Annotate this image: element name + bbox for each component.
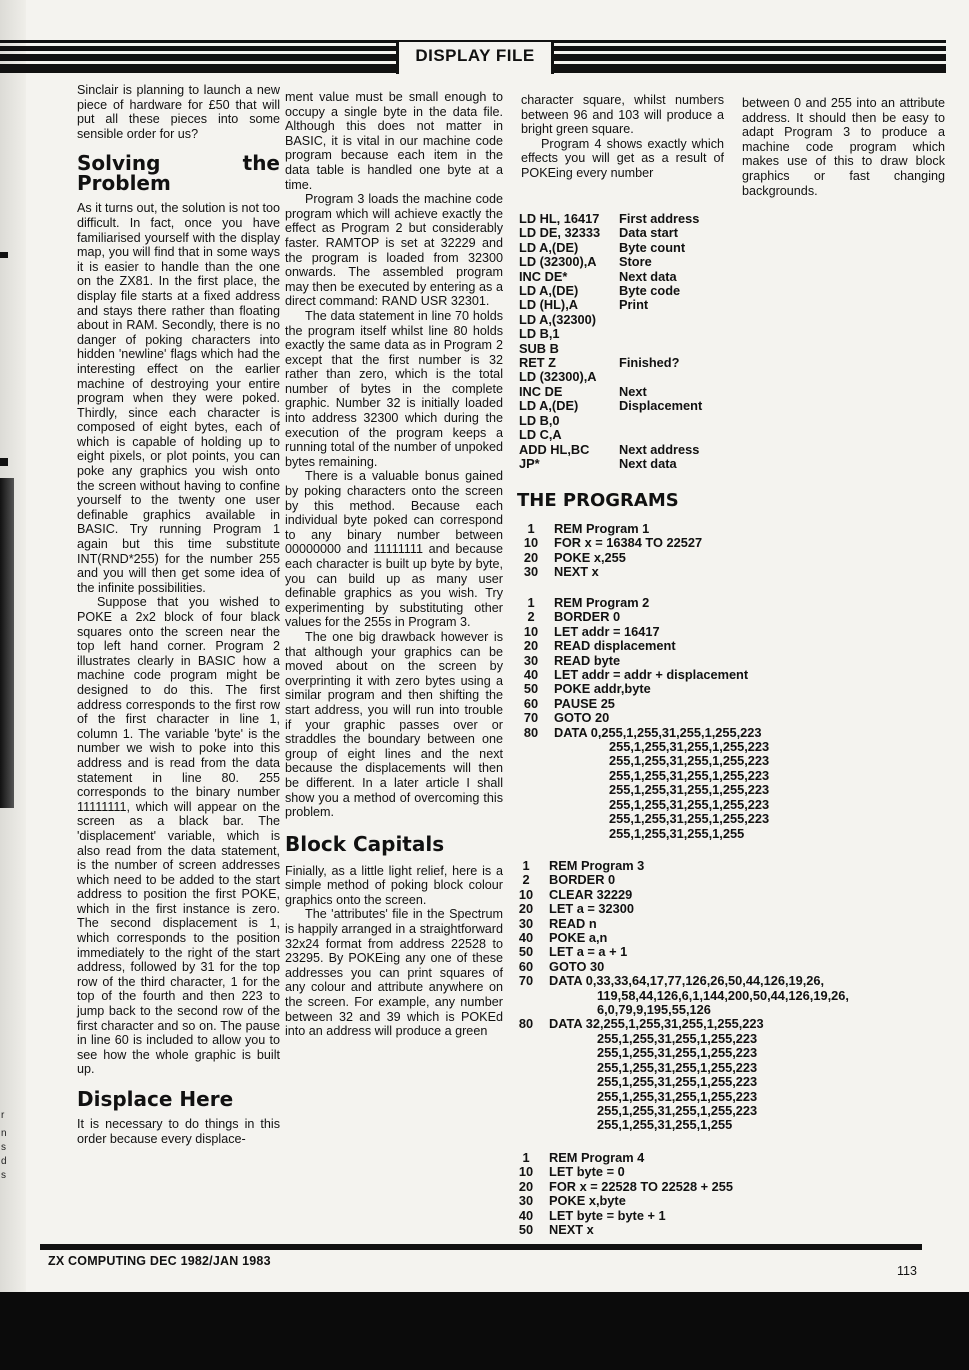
assembly-line: [519, 284, 739, 298]
body-paragraph: ment value must be small enough to occupy a single byte in the data file. Although this does not matter in BASIC, it is vital in our machine code program because each item in the data table is handled one byte at a time.: [285, 90, 503, 192]
assembly-line: [519, 414, 739, 428]
assembly-instruction: RET Z: [519, 355, 556, 371]
line-number: 20: [523, 549, 539, 565]
assembly-comment: Next data: [619, 268, 677, 284]
body-paragraph: between 0 and 255 into an attribute address. It should then be easy to adapt Program 3 to produce a machine code program which makes use of this to draw block graphics or fast changing backgrounds.: [742, 96, 945, 198]
statement: NEXT x: [554, 564, 599, 580]
statement: GOTO 20: [554, 710, 610, 726]
line-number: 2: [527, 609, 535, 625]
program-line: 255,1,255,31,255,1,255,223: [609, 796, 770, 812]
statement: LET a = 32300: [549, 901, 635, 917]
program-line: [514, 565, 934, 579]
statement: REM Program 2: [554, 595, 650, 610]
program-line: [509, 1223, 929, 1237]
line-number: 10: [518, 1164, 534, 1180]
program-line: 255,1,255,31,255,1,255,223: [597, 1030, 758, 1046]
line-number: 30: [523, 652, 539, 668]
statement: DATA 0,33,33,64,17,77,126,26,50,44,126,19,26,: [549, 973, 825, 989]
statement: REM Program 1: [554, 521, 650, 536]
assembly-instruction: LD C,A: [519, 427, 562, 443]
body-paragraph: Suppose that you wished to POKE a 2x2 block of four black squares onto the screen near the top left hand corner. Program 2 illustrates clearly in BASIC how a machine code program might be designed to do this. The first address corresponds to the first row of the first character in line 1, column 1. The variable 'byte' is the number we wish to poke into this address and is read from the data statement in line 80. 255 corresponds to the binary number 11111111, which will appear on the screen as a black bar. The 'displacement' variable, which is also read from the data statement, is the number of screen addresses which need to be added to the start address to position the first POKE, which in the first instance is zero. The second displacement is 1, which corresponds to the position immediately to the right of the start address, followed by 31 for the top row of the third character, 1 for the top of the fourth and then 223 to jump back to the second row of the first character and so on. The pause in line 60 is included to allow you to see how the whole graphic is built up.: [77, 595, 280, 1077]
intro-paragraph: Sinclair is planning to launch a new piece of hardware for £50 that will put all these pieces into some sensible order for us?: [77, 83, 280, 141]
program-3-listing: [509, 859, 959, 1133]
program-line: [514, 610, 934, 624]
margin-letter: s: [1, 1142, 6, 1153]
body-paragraph: There is a valuable bonus gained by poking characters onto the screen by this method. Because each individual byte poked can correspond to any binary number between 00000000 and 11111111 and because each character is built up byte by byte, you can build up as many user definable graphics as you wish. Try experimenting by substituting other values for the 255s in Program 3.: [285, 469, 503, 630]
program-line: 119,58,44,126,6,1,144,200,50,44,126,19,26,: [597, 987, 849, 1003]
assembly-line: [519, 428, 739, 442]
program-line: [514, 522, 934, 536]
page-title: DISPLAY FILE: [415, 46, 535, 65]
statement: PAUSE 25: [554, 695, 615, 711]
body-paragraph: It is necessary to do things in this order because every displace-: [77, 1117, 280, 1146]
program-line: 255,1,255,31,255,1,255,223: [597, 1045, 758, 1061]
program-line: [514, 596, 934, 610]
assembly-instruction: LD A,(DE): [519, 283, 579, 299]
body-paragraph: As it turns out, the solution is not too difficult. In fact, once you have familiarised yourself with the display map, you will find that in some ways it is easier to handle than the one on the ZX81. In the first place, the display file starts at a fixed address and stays there rather than floating about in RAM. Secondly, there is no danger of poking characters into hidden 'newline' flags which had the interesting effect on the earlier machine of destroying your entire program when they were poked. Thirdly, since each character is composed of eight bytes, each of which is capable of holding up to eight pixels, or plot points, you can poke any graphics you wish onto the screen without having to confine yourself to the twenty one user definable graphics available in BASIC. Try running Program 1 again but this time substitute INT(RND*255) for the number 255 and you will then get some idea of the infinite possibilities.: [77, 201, 281, 595]
assembly-instruction: LD HL, 16417: [519, 211, 600, 226]
body-paragraph: The data statement in line 70 holds the program itself whilst line 80 holds exactly the same data as in Program 2 except that the first number is 32 rather than zero, which is the total number of bytes in the complete graphic. Number 32 is initially loaded into address 32300 which during the execution of the program keeps a running total of the number of unpoked bytes remaining.: [285, 308, 503, 469]
program-line: [514, 726, 934, 740]
line-number: 60: [518, 958, 534, 974]
column-1: [77, 83, 280, 1146]
assembly-line: [519, 457, 739, 471]
assembly-comment: Data start: [619, 225, 679, 241]
program-2-listing: [514, 596, 934, 841]
statement: POKE a,n: [549, 930, 608, 946]
assembly-instruction: LD (32300),A: [519, 254, 597, 270]
assembly-line: [519, 255, 739, 269]
assembly-comment: Next address: [619, 441, 700, 457]
assembly-line: [519, 313, 739, 327]
line-number: 2: [522, 872, 530, 888]
line-number: 1: [527, 521, 535, 536]
body-paragraph: The 'attributes' file in the Spectrum is happily arranged in a straightforward 32x24 format from address 22528 to 23295. By POKEing any one of these addresses you can print squares of any colour and attribute anywhere on the screen. For example, any number between 32 and 39 which is POKEd into an address will produce a green: [285, 907, 503, 1039]
program-4-listing: [509, 1151, 929, 1237]
assembly-instruction: SUB B: [519, 340, 559, 356]
line-number: 80: [523, 724, 539, 740]
statement: READ byte: [554, 652, 621, 668]
assembly-instruction: LD (HL),A: [519, 297, 578, 313]
line-number: 50: [518, 944, 534, 960]
body-paragraph: Finially, as a little light relief, here is a simple method of poking block colour graphics onto the screen.: [285, 863, 503, 907]
program-line: [509, 1209, 929, 1223]
binding-mark: [0, 252, 8, 258]
margin-letter: d: [1, 1156, 7, 1167]
program-line: [509, 1151, 929, 1165]
program-line: [509, 902, 959, 916]
program-line: [514, 536, 934, 550]
assembly-line: [519, 212, 739, 226]
assembly-line: [519, 298, 739, 312]
assembly-comment: Store: [619, 254, 652, 270]
statement: LET byte = 0: [549, 1164, 625, 1180]
assembly-line: [519, 327, 739, 341]
line-number: 40: [523, 667, 539, 683]
line-number: 40: [518, 930, 534, 946]
assembly-line: [519, 370, 739, 384]
program-line: [509, 1180, 929, 1194]
assembly-comment: Next: [619, 383, 647, 399]
assembly-listing: [519, 212, 739, 471]
assembly-comment: Next data: [619, 455, 677, 471]
line-number: 50: [523, 681, 539, 697]
assembly-instruction: LD A,(32300): [519, 311, 597, 327]
statement: POKE x,byte: [549, 1193, 626, 1209]
assembly-comment: First address: [619, 211, 700, 226]
assembly-comment: Displacement: [619, 398, 703, 414]
column-3: [521, 93, 724, 181]
program-line: [514, 639, 934, 653]
statement: READ displacement: [554, 638, 676, 654]
statement: GOTO 30: [549, 958, 605, 974]
line-number: 10: [523, 623, 539, 639]
footer-rule: [40, 1244, 922, 1250]
body-paragraph: The one big drawback however is that although your graphics can be moved about on the screen by overprinting it with zero bytes using a similar program and then shifting the start address, you will run into trouble if your graphic passes over or straddles the boundary between one group of eight lines and the next because the displacements will then be different. In a later article I shall show you a method of overcoming this problem.: [285, 629, 503, 820]
assembly-comment: Print: [619, 297, 649, 313]
scan-background: [0, 1292, 969, 1370]
assembly-instruction: LD A,(DE): [519, 398, 579, 414]
assembly-instruction: LD B,1: [519, 326, 560, 342]
binding-mark: [0, 458, 8, 466]
line-number: 20: [518, 901, 534, 917]
program-line: 255,1,255,31,255,1,255,223: [609, 767, 770, 783]
line-number: 60: [523, 695, 539, 711]
program-line: [514, 668, 934, 682]
statement: BORDER 0: [554, 609, 621, 625]
line-number: 10: [518, 886, 534, 902]
margin-letter: s: [1, 1170, 6, 1181]
programs-heading: THE PROGRAMS: [517, 490, 679, 511]
line-number: 80: [518, 1016, 534, 1032]
statement: LET addr = 16417: [554, 623, 660, 639]
program-line: [514, 654, 934, 668]
line-number: 10: [523, 535, 539, 551]
column-4: [742, 96, 945, 198]
page-number: 113: [897, 1264, 917, 1278]
statement: REM Program 4: [549, 1150, 645, 1165]
statement: FOR x = 16384 TO 22527: [554, 535, 703, 551]
line-number: 70: [518, 973, 534, 989]
assembly-instruction: INC DE: [519, 383, 563, 399]
line-number: 40: [518, 1207, 534, 1223]
assembly-line: [519, 270, 739, 284]
program-line: [509, 859, 959, 873]
program-line: [509, 974, 959, 988]
margin-letter: n: [1, 1128, 7, 1139]
assembly-instruction: LD DE, 32333: [519, 225, 601, 241]
program-line: [509, 873, 959, 887]
margin-letter: r: [1, 1110, 5, 1121]
program-line: 255,1,255,31,255,1,255: [597, 1117, 733, 1133]
program-line: 255,1,255,31,255,1,255,223: [597, 1102, 758, 1118]
body-paragraph: Program 4 shows exactly which effects you will get as a result of POKEing every number: [521, 136, 724, 180]
statement: NEXT x: [549, 1222, 594, 1238]
line-number: 1: [522, 1150, 530, 1165]
program-line: [509, 1017, 959, 1031]
program-line: [514, 682, 934, 696]
footer-publication: ZX COMPUTING DEC 1982/JAN 1983: [48, 1254, 271, 1268]
body-paragraph: character square, whilst numbers between 96 and 103 will produce a bright green square.: [521, 93, 724, 137]
program-line: 255,1,255,31,255,1,255,223: [597, 1088, 758, 1104]
heading-block-capitals: Block Capitals: [285, 831, 445, 856]
program-1-listing: [514, 522, 934, 580]
assembly-line: [519, 342, 739, 356]
assembly-line: [519, 399, 739, 413]
program-line: 255,1,255,31,255,1,255,223: [609, 782, 770, 798]
line-number: 30: [518, 915, 534, 931]
program-line: [514, 625, 934, 639]
body-paragraph: Program 3 loads the machine code program which will achieve exactly the effect as Program 2 but considerably faster. RAMTOP is set at 32229 and the program is loaded from 32300 onwards. The assembled program may then be executed by entering as a direct command: RAND USR 32301.: [285, 192, 503, 309]
program-line: [509, 960, 959, 974]
statement: BORDER 0: [549, 872, 616, 888]
program-line: 255,1,255,31,255,1,255,223: [597, 1059, 758, 1075]
program-line: 255,1,255,31,255,1,255,223: [609, 753, 770, 769]
program-line: 255,1,255,31,255,1,255,223: [609, 811, 770, 827]
statement: READ n: [549, 915, 597, 931]
heading-solving-the-problem: Solving the Problem: [77, 151, 280, 196]
line-number: 30: [523, 564, 539, 580]
statement: REM Program 3: [549, 858, 645, 873]
program-line: [514, 697, 934, 711]
assembly-instruction: LD B,0: [519, 412, 560, 428]
assembly-line: [519, 356, 739, 370]
statement: LET a = a + 1: [549, 944, 628, 960]
assembly-comment: Byte count: [619, 239, 686, 255]
heading-displace-here: Displace Here: [77, 1087, 234, 1111]
assembly-instruction: LD (32300),A: [519, 369, 597, 385]
assembly-line: [519, 385, 739, 399]
program-line: [514, 711, 934, 725]
assembly-instruction: ADD HL,BC: [519, 441, 590, 457]
statement: POKE x,255: [554, 549, 626, 565]
program-line: [509, 1165, 929, 1179]
line-number: 1: [527, 595, 535, 610]
program-line: [509, 945, 959, 959]
line-number: 20: [523, 638, 539, 654]
statement: POKE addr,byte: [554, 681, 651, 697]
assembly-comment: Byte code: [619, 283, 681, 299]
assembly-instruction: LD A,(DE): [519, 239, 579, 255]
line-number: 50: [518, 1222, 534, 1238]
statement: DATA 32,255,1,255,31,255,1,255,223: [549, 1016, 764, 1032]
line-number: 30: [518, 1193, 534, 1209]
program-line: 255,1,255,31,255,1,255: [609, 825, 745, 841]
program-line: [509, 888, 959, 902]
program-line: 6,0,79,9,195,55,126: [597, 1002, 711, 1018]
statement: LET byte = byte + 1: [549, 1207, 666, 1223]
program-line: 255,1,255,31,255,1,255,223: [609, 739, 770, 755]
program-line: [509, 931, 959, 945]
assembly-instruction: INC DE*: [519, 268, 568, 284]
program-line: [509, 1194, 929, 1208]
assembly-line: [519, 443, 739, 457]
line-number: 70: [523, 710, 539, 726]
program-line: [509, 917, 959, 931]
statement: FOR x = 22528 TO 22528 + 255: [549, 1178, 734, 1194]
program-line: [514, 551, 934, 565]
statement: CLEAR 32229: [549, 886, 633, 902]
assembly-comment: Finished?: [619, 355, 680, 371]
statement: DATA 0,255,1,255,31,255,1,255,223: [554, 724, 762, 740]
line-number: 1: [522, 858, 530, 873]
statement: LET addr = addr + displacement: [554, 667, 749, 683]
line-number: 20: [518, 1178, 534, 1194]
assembly-line: [519, 226, 739, 240]
column-2: [285, 90, 503, 1039]
binding-shadow: [0, 478, 14, 808]
program-line: 255,1,255,31,255,1,255,223: [597, 1074, 758, 1090]
assembly-line: [519, 241, 739, 255]
assembly-instruction: JP*: [519, 455, 540, 471]
